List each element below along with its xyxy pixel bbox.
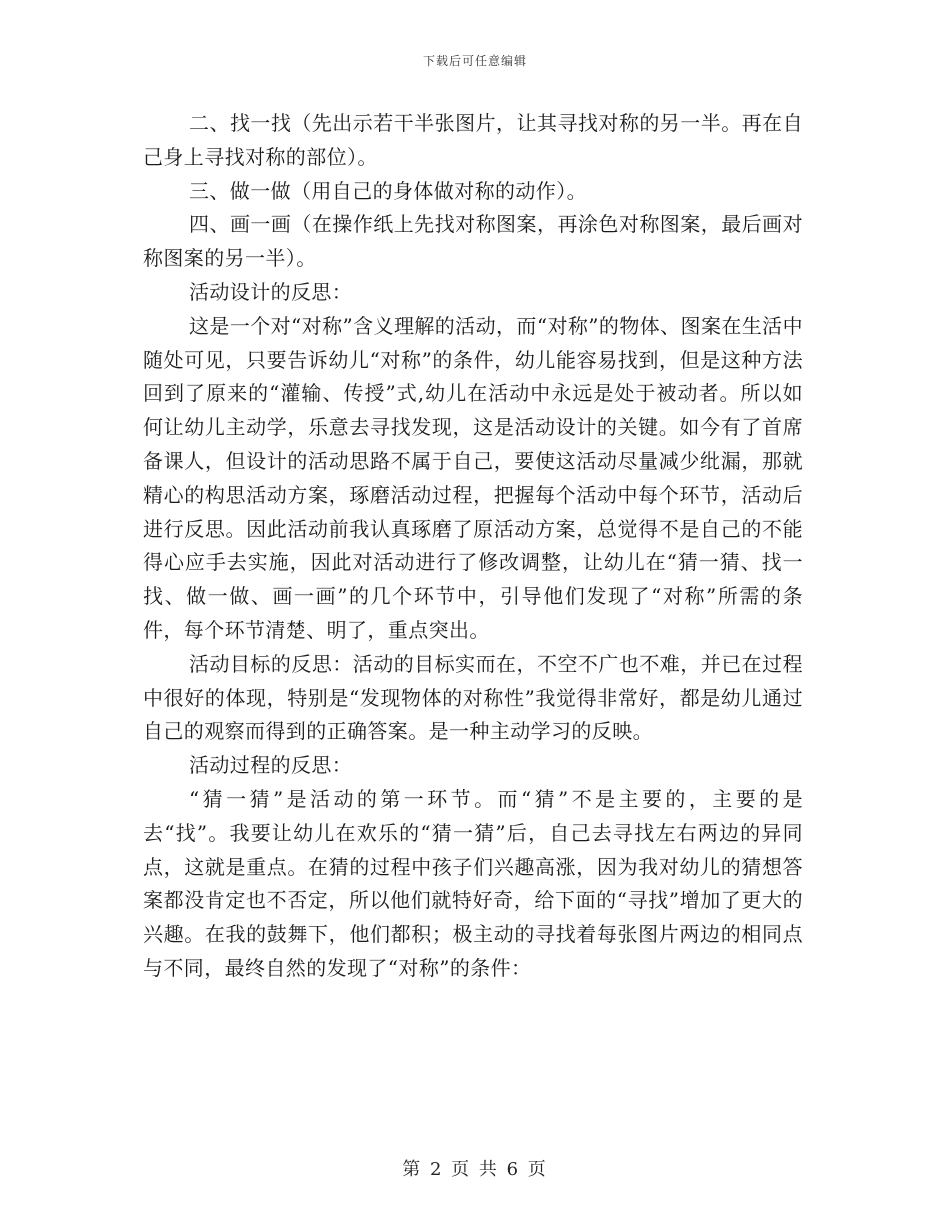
heading-process-reflection: 活动过程的反思：: [189, 753, 353, 778]
paragraph-find: 二、找一找（先出示若干半张图片，让其寻找对称的另一半。再在自己身上寻找对称的部位）。: [143, 111, 803, 169]
paragraph-design-reflection: 这是一个对“对称”含义理解的活动，而“对称”的物体、图案在生活中随处可见，只要告诉幼儿“对称”的条件，幼儿能容易找到，但是这种方法回到了原来的“灌输、传授”式,幼儿在活动中永远是处于被动者。所以如何让幼儿主动学，乐意去寻找发现，这是活动设计的关键。如今有了首席备课人，但设计的活动思路不属于自己，要使这活动尽量减少纰漏，那就精心的构思活动方案，琢磨活动过程，把握每个活动中每个环节，活动后进行反思。因此活动前我认真琢磨了原活动方案，总觉得不是自己的不能得心应手去实施，因此对活动进行了修改调整，让幼儿在“猜一猜、找一找、做一做、画一画”的几个环节中，引导他们发现了“对称”所需的条件，每个环节清楚、明了，重点突出。: [143, 313, 803, 642]
heading-design-reflection: 活动设计的反思：: [189, 279, 353, 304]
paragraph-process-reflection: “猜一猜”是活动的第一环节。而“猜”不是主要的，主要的是去“找”。我要让幼儿在欢乐的“猜一猜”后，自己去寻找左右两边的异同点，这就是重点。在猜的过程中孩子们兴趣高涨，因为我对幼儿的猜想答案都没肯定也不否定，所以他们就特好奇，给下面的“寻找”增加了更大的兴趣。在我的鼓舞下，他们都积；极主动的寻找着每张图片两边的相同点与不同，最终自然的发现了“对称”的条件：: [143, 786, 803, 980]
paragraph-do: 三、做一做（用自己的身体做对称的动作）。: [189, 178, 587, 203]
paragraph-goal-reflection: 活动目标的反思：活动的目标实而在，不空不广也不难，并已在过程中很好的体现，特别是“发现物体的对称性”我觉得非常好，都是幼儿通过自己的观察而得到的正确答案。是一种主动学习的反映。: [143, 651, 803, 744]
paragraph-draw: 四、画一画（在操作纸上先找对称图案，再涂色对称图案，最后画对称图案的另一半）。: [143, 212, 803, 271]
page-number: 第 2 页 共 6 页: [402, 1159, 548, 1180]
page-header: 下载后可任意编辑: [422, 54, 527, 68]
document-body: [143, 107, 803, 986]
